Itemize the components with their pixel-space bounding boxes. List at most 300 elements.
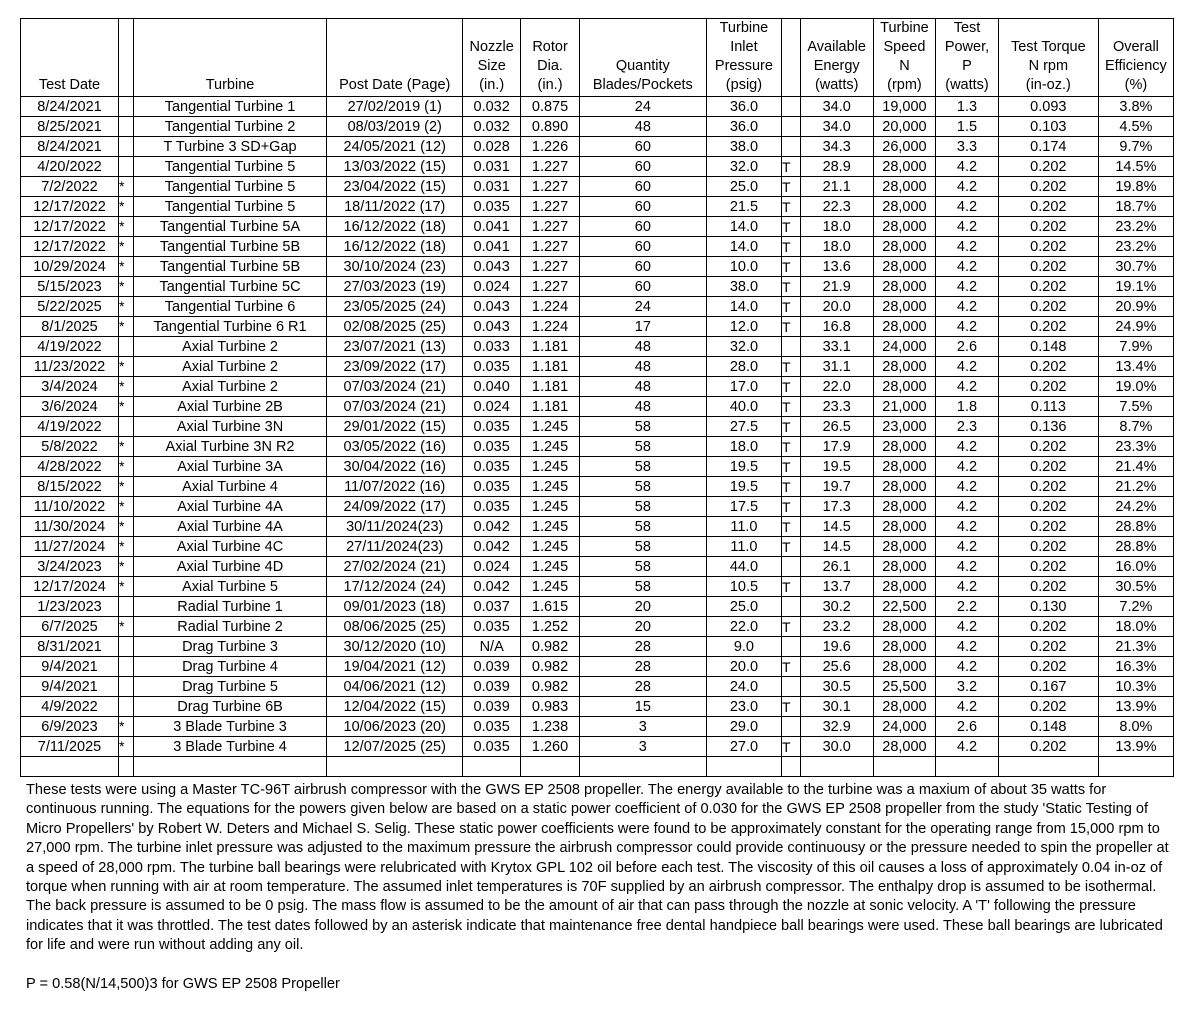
- cell-overall-efficiency: 24.9%: [1098, 317, 1173, 337]
- cell-inlet-pressure: 36.0: [706, 117, 781, 137]
- cell-post-date: 10/06/2023 (20): [327, 717, 463, 737]
- cell-test-torque: 0.167: [998, 677, 1098, 697]
- header-post-date: [327, 19, 463, 97]
- cell-test-power: 4.2: [936, 497, 999, 517]
- cell-test-date: 12/17/2024: [21, 577, 119, 597]
- header-line: Efficiency: [1105, 58, 1167, 74]
- cell-throttle-flag: T: [781, 457, 800, 477]
- cell-test-power: 4.2: [936, 157, 999, 177]
- cell-throttle-flag: T: [781, 357, 800, 377]
- cell-inlet-pressure: 18.0: [706, 437, 781, 457]
- cell-rotor-dia: 1.245: [521, 477, 579, 497]
- cell-throttle-flag: T: [781, 157, 800, 177]
- cell-turbine: Tangential Turbine 1: [133, 97, 327, 117]
- cell-test-power: 2.2: [936, 597, 999, 617]
- cell-test-power: 4.2: [936, 517, 999, 537]
- header-line: Power,: [944, 39, 990, 55]
- cell-turbine-speed: 28,000: [873, 557, 936, 577]
- cell-inlet-pressure: 14.0: [706, 297, 781, 317]
- turbine-test-sheet: [20, 18, 1174, 777]
- cell-turbine-speed: 20,000: [873, 117, 936, 137]
- cell-quantity: 58: [579, 517, 706, 537]
- cell-nozzle-size: 0.041: [462, 237, 520, 257]
- cell-turbine-speed: [873, 757, 936, 777]
- test-notes: [26, 781, 1176, 956]
- cell-available-energy: 18.0: [800, 217, 873, 237]
- cell-nozzle-size: 0.035: [462, 457, 520, 477]
- header-overall-efficiency: [1098, 19, 1173, 97]
- cell-throttle-flag: T: [781, 177, 800, 197]
- cell-post-date: 23/09/2022 (17): [327, 357, 463, 377]
- table-row: [21, 277, 1174, 297]
- header-line: Test: [953, 20, 981, 36]
- cell-throttle-flag: T: [781, 737, 800, 757]
- cell-test-date: 7/11/2025: [21, 737, 119, 757]
- table-row: [21, 157, 1174, 177]
- cell-nozzle-size: 0.033: [462, 337, 520, 357]
- cell-inlet-pressure: 11.0: [706, 537, 781, 557]
- table-row: [21, 177, 1174, 197]
- cell-turbine: 3 Blade Turbine 3: [133, 717, 327, 737]
- cell-bearing-flag: [118, 657, 133, 677]
- cell-test-torque: 0.202: [998, 317, 1098, 337]
- cell-test-power: 4.2: [936, 197, 999, 217]
- cell-test-date: 11/10/2022: [21, 497, 119, 517]
- cell-test-date: 8/1/2025: [21, 317, 119, 337]
- header-line: Test Torque: [1010, 39, 1086, 55]
- cell-rotor-dia: 1.181: [521, 397, 579, 417]
- cell-post-date: 27/02/2019 (1): [327, 97, 463, 117]
- cell-turbine: Tangential Turbine 6 R1: [133, 317, 327, 337]
- cell-overall-efficiency: 8.7%: [1098, 417, 1173, 437]
- cell-rotor-dia: 1.227: [521, 197, 579, 217]
- cell-test-date: 6/9/2023: [21, 717, 119, 737]
- header-test-date: [21, 19, 119, 97]
- cell-test-date: 8/25/2021: [21, 117, 119, 137]
- cell-inlet-pressure: 23.0: [706, 697, 781, 717]
- cell-overall-efficiency: 7.9%: [1098, 337, 1173, 357]
- table-row: [21, 97, 1174, 117]
- table-body: [21, 97, 1174, 777]
- cell-rotor-dia: 1.227: [521, 157, 579, 177]
- header-line: Turbine: [880, 20, 929, 36]
- cell-turbine: Tangential Turbine 5B: [133, 257, 327, 277]
- cell-nozzle-size: 0.042: [462, 577, 520, 597]
- cell-turbine: Axial Turbine 4D: [133, 557, 327, 577]
- cell-available-energy: 31.1: [800, 357, 873, 377]
- cell-overall-efficiency: 21.3%: [1098, 637, 1173, 657]
- cell-bearing-flag: *: [118, 217, 133, 237]
- cell-turbine: Axial Turbine 5: [133, 577, 327, 597]
- cell-test-power: 4.2: [936, 657, 999, 677]
- cell-throttle-flag: T: [781, 317, 800, 337]
- cell-test-power: 4.2: [936, 317, 999, 337]
- cell-turbine-speed: 25,500: [873, 677, 936, 697]
- cell-turbine: Drag Turbine 4: [133, 657, 327, 677]
- cell-quantity: [579, 757, 706, 777]
- cell-overall-efficiency: 18.7%: [1098, 197, 1173, 217]
- cell-quantity: 58: [579, 557, 706, 577]
- cell-bearing-flag: [118, 137, 133, 157]
- cell-rotor-dia: 1.252: [521, 617, 579, 637]
- cell-throttle-flag: T: [781, 697, 800, 717]
- cell-throttle-flag: [781, 97, 800, 117]
- cell-throttle-flag: [781, 137, 800, 157]
- cell-turbine-speed: 28,000: [873, 637, 936, 657]
- cell-test-date: 11/27/2024: [21, 537, 119, 557]
- cell-nozzle-size: 0.042: [462, 537, 520, 557]
- cell-available-energy: 34.0: [800, 97, 873, 117]
- cell-quantity: 58: [579, 537, 706, 557]
- cell-overall-efficiency: 10.3%: [1098, 677, 1173, 697]
- cell-test-torque: 0.202: [998, 217, 1098, 237]
- cell-turbine-speed: 28,000: [873, 177, 936, 197]
- cell-available-energy: 28.9: [800, 157, 873, 177]
- header-line: Nozzle: [469, 39, 514, 55]
- cell-inlet-pressure: 32.0: [706, 337, 781, 357]
- cell-test-torque: 0.202: [998, 237, 1098, 257]
- cell-throttle-flag: T: [781, 517, 800, 537]
- cell-turbine-speed: 28,000: [873, 277, 936, 297]
- cell-post-date: 19/04/2021 (12): [327, 657, 463, 677]
- cell-post-date: 16/12/2022 (18): [327, 237, 463, 257]
- cell-quantity: 28: [579, 637, 706, 657]
- cell-test-power: 4.2: [936, 177, 999, 197]
- cell-throttle-flag: T: [781, 217, 800, 237]
- cell-available-energy: [800, 757, 873, 777]
- cell-bearing-flag: *: [118, 377, 133, 397]
- cell-overall-efficiency: 24.2%: [1098, 497, 1173, 517]
- cell-turbine: Axial Turbine 3N R2: [133, 437, 327, 457]
- cell-post-date: 08/03/2019 (2): [327, 117, 463, 137]
- cell-turbine: Tangential Turbine 2: [133, 117, 327, 137]
- cell-bearing-flag: [118, 637, 133, 657]
- cell-overall-efficiency: 23.2%: [1098, 237, 1173, 257]
- cell-rotor-dia: 1.245: [521, 557, 579, 577]
- cell-throttle-flag: T: [781, 397, 800, 417]
- cell-bearing-flag: [118, 677, 133, 697]
- cell-post-date: 09/01/2023 (18): [327, 597, 463, 617]
- cell-rotor-dia: 1.615: [521, 597, 579, 617]
- header-nozzle-size: [462, 19, 520, 97]
- table-row: [21, 297, 1174, 317]
- cell-rotor-dia: 0.983: [521, 697, 579, 717]
- cell-test-torque: 0.202: [998, 737, 1098, 757]
- cell-test-date: 1/23/2023: [21, 597, 119, 617]
- cell-inlet-pressure: 17.5: [706, 497, 781, 517]
- table-row: [21, 557, 1174, 577]
- cell-test-power: 4.2: [936, 477, 999, 497]
- cell-post-date: 12/04/2022 (15): [327, 697, 463, 717]
- cell-overall-efficiency: 23.2%: [1098, 217, 1173, 237]
- cell-bearing-flag: [118, 597, 133, 617]
- cell-test-power: 4.2: [936, 437, 999, 457]
- cell-post-date: 30/12/2020 (10): [327, 637, 463, 657]
- cell-nozzle-size: N/A: [462, 637, 520, 657]
- cell-test-power: 1.3: [936, 97, 999, 117]
- cell-rotor-dia: 1.227: [521, 177, 579, 197]
- table-row: [21, 677, 1174, 697]
- cell-turbine-speed: 28,000: [873, 457, 936, 477]
- cell-bearing-flag: [118, 417, 133, 437]
- cell-test-power: [936, 757, 999, 777]
- cell-test-date: 4/19/2022: [21, 337, 119, 357]
- cell-available-energy: 26.1: [800, 557, 873, 577]
- cell-rotor-dia: 1.224: [521, 317, 579, 337]
- cell-quantity: 58: [579, 417, 706, 437]
- cell-test-power: 4.2: [936, 537, 999, 557]
- cell-turbine: Tangential Turbine 5B: [133, 237, 327, 257]
- cell-test-torque: 0.202: [998, 637, 1098, 657]
- header-turbine: [133, 19, 327, 97]
- cell-turbine: [133, 757, 327, 777]
- cell-test-torque: 0.202: [998, 557, 1098, 577]
- cell-test-date: 4/28/2022: [21, 457, 119, 477]
- cell-bearing-flag: *: [118, 537, 133, 557]
- header-line: N rpm: [1028, 58, 1069, 74]
- cell-overall-efficiency: 19.1%: [1098, 277, 1173, 297]
- header-line: (%): [1124, 77, 1148, 93]
- table-row: [21, 237, 1174, 257]
- table-row: [21, 197, 1174, 217]
- header-line: (in-oz.): [1025, 77, 1071, 93]
- cell-inlet-pressure: 20.0: [706, 657, 781, 677]
- cell-test-date: 4/9/2022: [21, 697, 119, 717]
- cell-test-torque: 0.202: [998, 537, 1098, 557]
- cell-rotor-dia: 1.245: [521, 497, 579, 517]
- cell-available-energy: 17.3: [800, 497, 873, 517]
- cell-available-energy: 22.3: [800, 197, 873, 217]
- cell-test-torque: [998, 757, 1098, 777]
- cell-bearing-flag: *: [118, 437, 133, 457]
- cell-inlet-pressure: 21.5: [706, 197, 781, 217]
- cell-test-date: 4/20/2022: [21, 157, 119, 177]
- cell-nozzle-size: 0.035: [462, 617, 520, 637]
- cell-turbine: Tangential Turbine 5: [133, 197, 327, 217]
- cell-rotor-dia: 1.245: [521, 577, 579, 597]
- cell-turbine-speed: 28,000: [873, 437, 936, 457]
- cell-available-energy: 16.8: [800, 317, 873, 337]
- cell-inlet-pressure: 25.0: [706, 177, 781, 197]
- header-quantity: [579, 19, 706, 97]
- cell-test-torque: 0.202: [998, 277, 1098, 297]
- cell-nozzle-size: 0.024: [462, 277, 520, 297]
- header-line: (rpm): [887, 77, 922, 93]
- cell-test-date: 8/31/2021: [21, 637, 119, 657]
- cell-bearing-flag: *: [118, 277, 133, 297]
- cell-test-power: 3.2: [936, 677, 999, 697]
- cell-quantity: 58: [579, 457, 706, 477]
- cell-test-torque: 0.130: [998, 597, 1098, 617]
- cell-available-energy: 34.0: [800, 117, 873, 137]
- header-test-torque: [998, 19, 1098, 97]
- cell-test-power: 4.2: [936, 637, 999, 657]
- cell-turbine-speed: 28,000: [873, 657, 936, 677]
- cell-inlet-pressure: 12.0: [706, 317, 781, 337]
- header-line: Blades/Pockets: [592, 77, 693, 93]
- cell-turbine-speed: 22,500: [873, 597, 936, 617]
- table-row: [21, 697, 1174, 717]
- cell-bearing-flag: [118, 97, 133, 117]
- cell-turbine: Axial Turbine 2: [133, 377, 327, 397]
- cell-quantity: 3: [579, 717, 706, 737]
- header-line: Dia.: [537, 58, 563, 74]
- cell-rotor-dia: 1.181: [521, 337, 579, 357]
- cell-quantity: 24: [579, 97, 706, 117]
- cell-turbine-speed: 23,000: [873, 417, 936, 437]
- cell-test-torque: 0.136: [998, 417, 1098, 437]
- cell-rotor-dia: 1.245: [521, 437, 579, 457]
- cell-test-torque: 0.202: [998, 437, 1098, 457]
- cell-test-date: 5/22/2025: [21, 297, 119, 317]
- cell-rotor-dia: 1.227: [521, 217, 579, 237]
- cell-inlet-pressure: 25.0: [706, 597, 781, 617]
- cell-post-date: 30/04/2022 (16): [327, 457, 463, 477]
- cell-turbine-speed: 28,000: [873, 217, 936, 237]
- cell-test-date: 12/17/2022: [21, 237, 119, 257]
- cell-available-energy: 30.2: [800, 597, 873, 617]
- cell-nozzle-size: 0.035: [462, 497, 520, 517]
- cell-turbine: Drag Turbine 3: [133, 637, 327, 657]
- cell-overall-efficiency: 23.3%: [1098, 437, 1173, 457]
- cell-test-power: 4.2: [936, 357, 999, 377]
- cell-turbine-speed: 28,000: [873, 617, 936, 637]
- cell-nozzle-size: 0.024: [462, 397, 520, 417]
- header-line: Quantity: [615, 58, 670, 74]
- cell-test-date: 8/24/2021: [21, 137, 119, 157]
- cell-post-date: 23/05/2025 (24): [327, 297, 463, 317]
- table-row: [21, 537, 1174, 557]
- cell-turbine: Axial Turbine 4C: [133, 537, 327, 557]
- cell-test-power: 4.2: [936, 557, 999, 577]
- cell-quantity: 48: [579, 397, 706, 417]
- header-line: Energy: [813, 58, 860, 74]
- cell-quantity: 60: [579, 157, 706, 177]
- cell-test-torque: 0.202: [998, 697, 1098, 717]
- cell-turbine-speed: 28,000: [873, 537, 936, 557]
- cell-available-energy: 32.9: [800, 717, 873, 737]
- cell-post-date: 02/08/2025 (25): [327, 317, 463, 337]
- cell-overall-efficiency: 8.0%: [1098, 717, 1173, 737]
- cell-test-power: 2.6: [936, 717, 999, 737]
- cell-nozzle-size: 0.031: [462, 177, 520, 197]
- cell-turbine: Tangential Turbine 5: [133, 157, 327, 177]
- cell-available-energy: 34.3: [800, 137, 873, 157]
- cell-turbine: Axial Turbine 4: [133, 477, 327, 497]
- table-row: [21, 617, 1174, 637]
- cell-throttle-flag: T: [781, 377, 800, 397]
- cell-test-power: 1.5: [936, 117, 999, 137]
- table-row: [21, 117, 1174, 137]
- cell-bearing-flag: *: [118, 477, 133, 497]
- cell-throttle-flag: T: [781, 417, 800, 437]
- cell-inlet-pressure: 32.0: [706, 157, 781, 177]
- cell-quantity: 20: [579, 597, 706, 617]
- cell-quantity: 48: [579, 117, 706, 137]
- cell-overall-efficiency: 9.7%: [1098, 137, 1173, 157]
- cell-post-date: 30/10/2024 (23): [327, 257, 463, 277]
- cell-available-energy: 17.9: [800, 437, 873, 457]
- cell-test-date: 5/8/2022: [21, 437, 119, 457]
- cell-nozzle-size: 0.035: [462, 717, 520, 737]
- cell-quantity: 60: [579, 237, 706, 257]
- header-line: Overall: [1112, 39, 1159, 55]
- header-line: Inlet: [730, 39, 758, 55]
- cell-quantity: 58: [579, 477, 706, 497]
- cell-test-power: 4.2: [936, 297, 999, 317]
- table-row: [21, 137, 1174, 157]
- cell-quantity: 58: [579, 437, 706, 457]
- cell-overall-efficiency: 19.0%: [1098, 377, 1173, 397]
- cell-test-date: 8/24/2021: [21, 97, 119, 117]
- cell-available-energy: 19.5: [800, 457, 873, 477]
- cell-nozzle-size: 0.028: [462, 137, 520, 157]
- table-row: [21, 317, 1174, 337]
- cell-turbine: Axial Turbine 2: [133, 357, 327, 377]
- cell-test-date: 3/24/2023: [21, 557, 119, 577]
- cell-overall-efficiency: 13.4%: [1098, 357, 1173, 377]
- cell-throttle-flag: T: [781, 257, 800, 277]
- cell-bearing-flag: *: [118, 517, 133, 537]
- cell-rotor-dia: 1.245: [521, 537, 579, 557]
- header-line: (in.): [479, 77, 505, 93]
- cell-turbine: Axial Turbine 2B: [133, 397, 327, 417]
- cell-test-torque: 0.202: [998, 497, 1098, 517]
- cell-throttle-flag: T: [781, 237, 800, 257]
- cell-bearing-flag: *: [118, 557, 133, 577]
- table-row: [21, 417, 1174, 437]
- cell-rotor-dia: 0.982: [521, 637, 579, 657]
- cell-quantity: 3: [579, 737, 706, 757]
- cell-rotor-dia: 1.181: [521, 377, 579, 397]
- cell-post-date: 17/12/2024 (24): [327, 577, 463, 597]
- cell-test-torque: 0.202: [998, 617, 1098, 637]
- cell-quantity: 58: [579, 577, 706, 597]
- table-row: [21, 497, 1174, 517]
- cell-turbine: Drag Turbine 5: [133, 677, 327, 697]
- cell-test-torque: 0.202: [998, 357, 1098, 377]
- cell-available-energy: 22.0: [800, 377, 873, 397]
- cell-bearing-flag: *: [118, 357, 133, 377]
- cell-test-torque: 0.103: [998, 117, 1098, 137]
- cell-turbine: Axial Turbine 2: [133, 337, 327, 357]
- cell-test-date: 3/6/2024: [21, 397, 119, 417]
- cell-available-energy: 30.5: [800, 677, 873, 697]
- cell-inlet-pressure: 27.0: [706, 737, 781, 757]
- cell-throttle-flag: T: [781, 197, 800, 217]
- cell-rotor-dia: 1.226: [521, 137, 579, 157]
- cell-throttle-flag: [781, 117, 800, 137]
- cell-post-date: 27/02/2024 (21): [327, 557, 463, 577]
- cell-turbine-speed: 28,000: [873, 157, 936, 177]
- cell-nozzle-size: 0.041: [462, 217, 520, 237]
- cell-available-energy: 21.9: [800, 277, 873, 297]
- cell-overall-efficiency: 30.7%: [1098, 257, 1173, 277]
- cell-bearing-flag: [118, 757, 133, 777]
- cell-inlet-pressure: 19.5: [706, 457, 781, 477]
- cell-throttle-flag: T: [781, 437, 800, 457]
- cell-test-date: 10/29/2024: [21, 257, 119, 277]
- cell-overall-efficiency: 21.4%: [1098, 457, 1173, 477]
- cell-nozzle-size: 0.035: [462, 437, 520, 457]
- cell-available-energy: 14.5: [800, 517, 873, 537]
- cell-quantity: 60: [579, 257, 706, 277]
- cell-throttle-flag: T: [781, 537, 800, 557]
- cell-post-date: 12/07/2025 (25): [327, 737, 463, 757]
- table-row: [21, 757, 1174, 777]
- cell-nozzle-size: 0.035: [462, 477, 520, 497]
- cell-overall-efficiency: 13.9%: [1098, 697, 1173, 717]
